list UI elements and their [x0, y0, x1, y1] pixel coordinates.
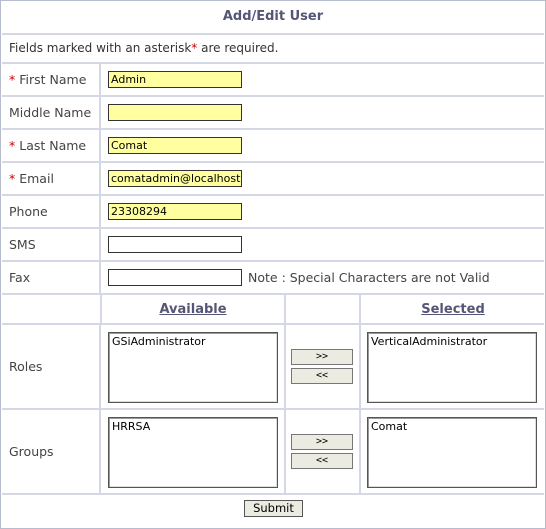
- middle-name-input[interactable]: [108, 104, 242, 121]
- roles-available-list[interactable]: [108, 332, 278, 403]
- required-asterisk: *: [9, 171, 20, 186]
- submit-row: [2, 495, 544, 528]
- list-item[interactable]: HRRSA: [112, 420, 151, 433]
- fax-note: Note : Special Characters are not Valid: [248, 270, 490, 285]
- required-asterisk: *: [9, 72, 20, 87]
- sms-label: SMS: [2, 229, 101, 260]
- groups-available-list[interactable]: [108, 417, 278, 488]
- fax-label: Fax: [2, 262, 101, 293]
- last-name-input[interactable]: Comat: [108, 137, 242, 154]
- add-role-button[interactable]: >>: [291, 349, 353, 365]
- first-name-label-text: First Name: [19, 72, 87, 87]
- first-name-label: [2, 64, 101, 95]
- last-name-row: [2, 130, 544, 163]
- phone-label: Phone: [2, 196, 101, 227]
- last-name-label: [2, 130, 101, 161]
- sms-input[interactable]: [108, 236, 242, 253]
- fax-row: [2, 262, 544, 295]
- roles-row: [2, 325, 544, 410]
- list-item[interactable]: Comat: [371, 420, 408, 433]
- first-name-row: [2, 64, 544, 97]
- roles-selected-list[interactable]: [367, 332, 537, 403]
- email-label-text: Email: [19, 171, 54, 186]
- email-field[interactable]: comatadmin@localhost: [108, 170, 242, 187]
- required-note-suffix: are required.: [197, 41, 279, 55]
- required-asterisk: *: [9, 138, 20, 153]
- groups-label: Groups: [2, 410, 101, 493]
- fax-input[interactable]: [108, 269, 242, 286]
- remove-role-button[interactable]: <<: [291, 368, 353, 384]
- required-note-text: Fields marked with an asterisk: [9, 41, 192, 55]
- selected-column-heading: Selected: [421, 301, 485, 317]
- remove-group-button[interactable]: <<: [291, 453, 353, 469]
- groups-row: [2, 410, 544, 495]
- assignment-header-row: [2, 295, 544, 325]
- roles-label: Roles: [2, 325, 101, 408]
- required-asterisk: *: [191, 41, 198, 55]
- middle-name-row: [2, 97, 544, 130]
- list-item[interactable]: GSiAdministrator: [112, 335, 206, 348]
- first-name-input[interactable]: Admin: [108, 71, 242, 88]
- groups-selected-list[interactable]: [367, 417, 537, 488]
- required-fields-note: [2, 35, 544, 64]
- add-group-button[interactable]: >>: [291, 434, 353, 450]
- available-column-heading: Available: [159, 301, 227, 317]
- phone-input[interactable]: 23308294: [108, 203, 242, 220]
- sms-row: [2, 229, 544, 262]
- last-name-label-text: Last Name: [19, 138, 87, 153]
- middle-name-label: Middle Name: [2, 97, 101, 128]
- email-row: [2, 163, 544, 196]
- list-item[interactable]: VerticalAdministrator: [371, 335, 488, 348]
- email-label: [2, 163, 101, 194]
- phone-row: [2, 196, 544, 229]
- form-title: Add/Edit User: [2, 1, 544, 35]
- submit-button[interactable]: Submit: [244, 500, 303, 517]
